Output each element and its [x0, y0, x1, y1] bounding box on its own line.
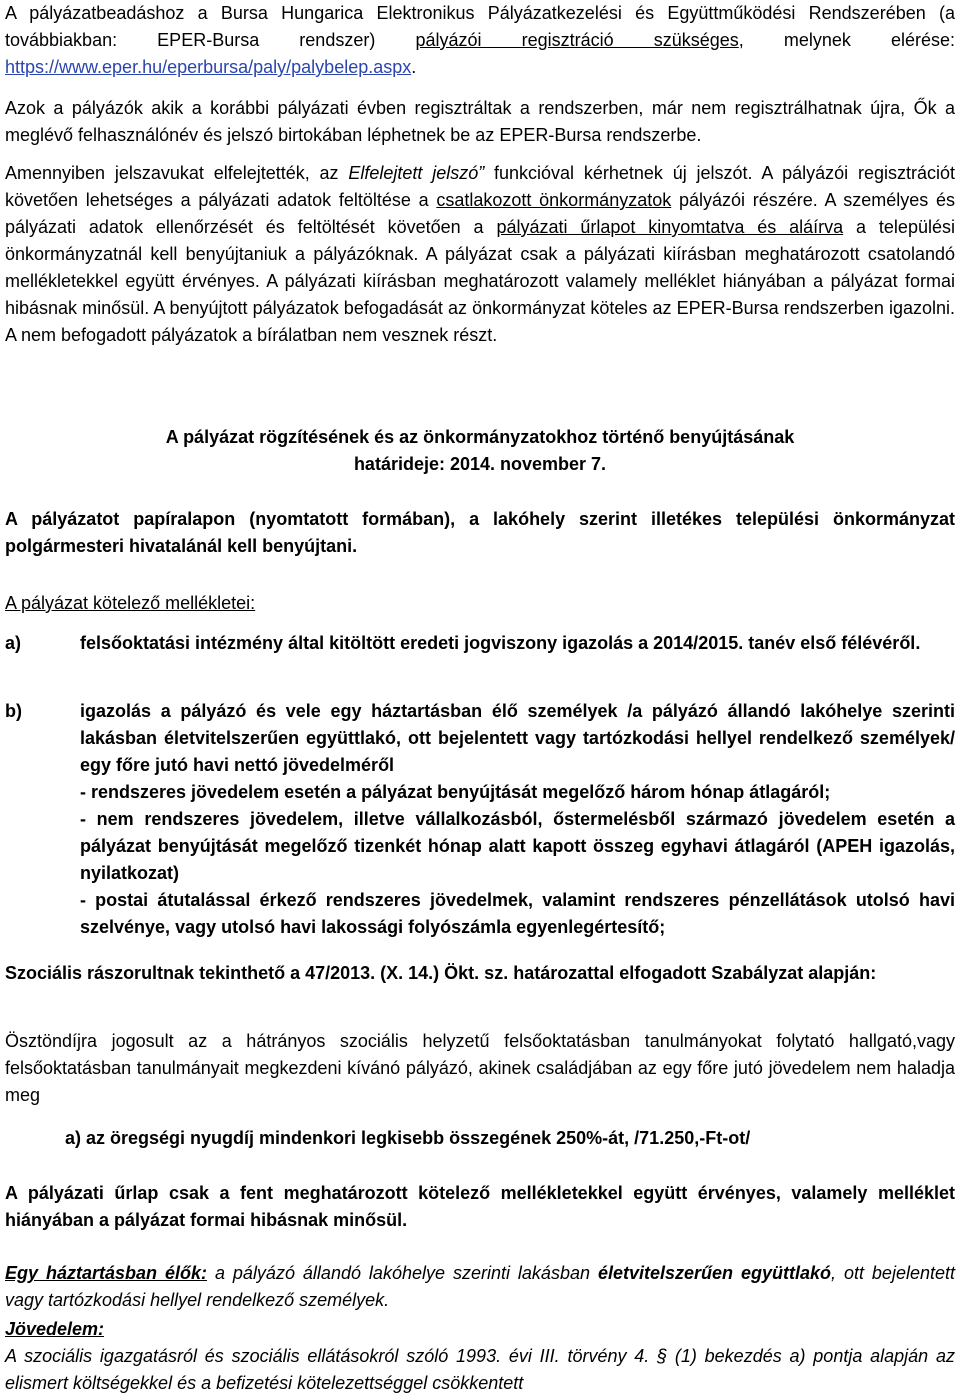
list-item [5, 630, 955, 657]
income-definition [5, 1316, 955, 1397]
list-marker: b) [5, 701, 22, 721]
deadline-line-2: határideje: 2014. november 7. [353, 454, 607, 474]
printed-signed-form-text: pályázati űrlapot kinyomtatva és aláírva [496, 217, 844, 237]
p3-text-d: a települési önkormányzatnál kell benyújtaniuk a pályázóknak. A pályázat csak a pályázati kiírásban meghatározott csatolandó mellékletekkel együtt érvényes. A pályázati kiírásban meghatározott valamely melléklet hiányában a pályázat formai hibásnak minősül. A benyújtott pályázatok befogadását az önkormányzat köteles az EPER-Bursa rendszerben igazolni. A nem befogadott pályázatok a bírálatban nem vesznek részt. [5, 217, 955, 345]
participating-municipalities-text: csatlakozott önkormányzatok [436, 190, 672, 210]
list-item-text: felsőoktatási intézmény által kitöltött eredeti jogviszony igazolás a 2014/2015. tanév első félévéről. [80, 633, 921, 653]
household-bold-text: életvitelszerűen együttlakó [597, 1263, 831, 1283]
income-sub-item: - rendszeres jövedelem esetén a pályázat benyújtását megelőző három hónap átlagáról; [80, 782, 831, 802]
deadline-line-1: A pályázat rögzítésének és az önkormányzatokhoz történő benyújtásának [165, 427, 795, 447]
attachments-heading: A pályázat kötelező mellékletei: [5, 593, 256, 613]
list-marker: a) [5, 633, 22, 653]
social-eligibility-paragraph: Szociális rászorultnak tekinthető a 47/2013. (X. 14.) Ökt. sz. határozattal elfogadott Szabályzat alapján: [5, 963, 877, 983]
password-paragraph [5, 160, 955, 349]
deadline-block [5, 424, 955, 478]
household-definition [5, 1260, 955, 1314]
validity-paragraph: A pályázati űrlap csak a fent meghatározott kötelező mellékletekkel együtt érvényes, valamely melléklet hiányában a pályázat formai hibásnak minősül. [5, 1183, 955, 1230]
income-term: Jövedelem: [5, 1319, 105, 1339]
household-text-b: , ott bejelentett vagy tartózkodási hellyel rendelkező személyek. [5, 1263, 955, 1310]
income-sub-item: - postai átutalással érkező rendszeres jövedelmek, valamint rendszeres pénzellátások utolsó havi szelvénye, vagy utolsó havi lakossági folyószámla egyenlegértesítő; [80, 890, 955, 937]
submission-paragraph: A pályázatot papíralapon (nyomtatott formában), a lakóhely szerint illetékes települési önkormányzat polgármesteri hivatalánál kell benyújtani. [5, 509, 955, 556]
registration-required-text: pályázói regisztráció szükséges [415, 30, 739, 50]
p3-text-b: funkcióval kérhetnek új jelszót. A pályázói regisztrációt követően lehetséges a pályázati adatok feltöltése a [5, 163, 955, 210]
list-item-text: igazolás a pályázó és vele egy háztartásban élő személyek /a pályázó állandó lakóhelye szerinti lakásban életvitelszerűen együttlakó, ott bejelentett vagy tartózkodási hellyel rendelkező személyek/ egy főre jutó havi nettó jövedelméről [80, 701, 955, 775]
intro-period: . [411, 57, 417, 77]
returning-applicants-paragraph: Azok a pályázók akik a korábbi pályázati évben regisztráltak a rendszerben, már nem regisztrálhatnak újra, Ők a meglévő felhasználónév és jelszó birtokában léphetnek be az EPER-Bursa rendszerbe. [5, 98, 955, 145]
list-item [5, 698, 955, 941]
intro-text: A pályázatbeadáshoz a Bursa Hungarica Elektronikus Pályázatkezelési és Együttműködési Rendszerében (a továbbiakban: EPER-Bursa rendszer) [5, 3, 955, 50]
intro-text-2: , melynek elérése: [738, 30, 955, 50]
household-text-a: a pályázó állandó lakóhelye szerinti lakásban [206, 1263, 598, 1283]
income-definition-text: A szociális igazgatásról és szociális ellátásokról szóló 1993. évi III. törvény 4. § (1) bekezdés a) pontja alapján az elismert költségekkel és a befizetési kötelezettséggel csökkentett [5, 1346, 955, 1393]
income-limit-item: a) az öregségi nyugdíj mindenkori legkisebb összegének 250%-át, /71.250,-Ft-ot/ [65, 1128, 751, 1148]
household-term: Egy háztartásban élők: [5, 1263, 207, 1283]
eper-bursa-link[interactable]: https://www.eper.hu/eperbursa/paly/palybelep.aspx [5, 57, 412, 77]
income-sub-item: - nem rendszeres jövedelem, illetve vállalkozásból, őstermelésből származó jövedelem esetén a pályázat benyújtását megelőző tizenkét hónap alatt kapott összeg egyhavi átlagáról (APEH igazolás, nyilatkozat) [80, 809, 955, 883]
scholarship-eligibility-paragraph: Ösztöndíjra jogosult az a hátrányos szociális helyzetű felsőoktatásban tanulmányokat folytató hallgató,vagy felsőoktatásban tanulmányait megkezdeni kívánó pályázó, akinek családjában az egy főre jutó jövedelem nem haladja meg [5, 1031, 955, 1105]
p3-text-c: pályázói részére. A személyes és pályázati adatok ellenőrzését és feltöltését követően a [5, 190, 955, 237]
intro-paragraph [5, 0, 955, 81]
p3-text-a: Amennyiben jelszavukat elfelejtették, az [5, 163, 349, 183]
forgotten-password-term: Elfelejtett jelszó” [348, 163, 485, 183]
